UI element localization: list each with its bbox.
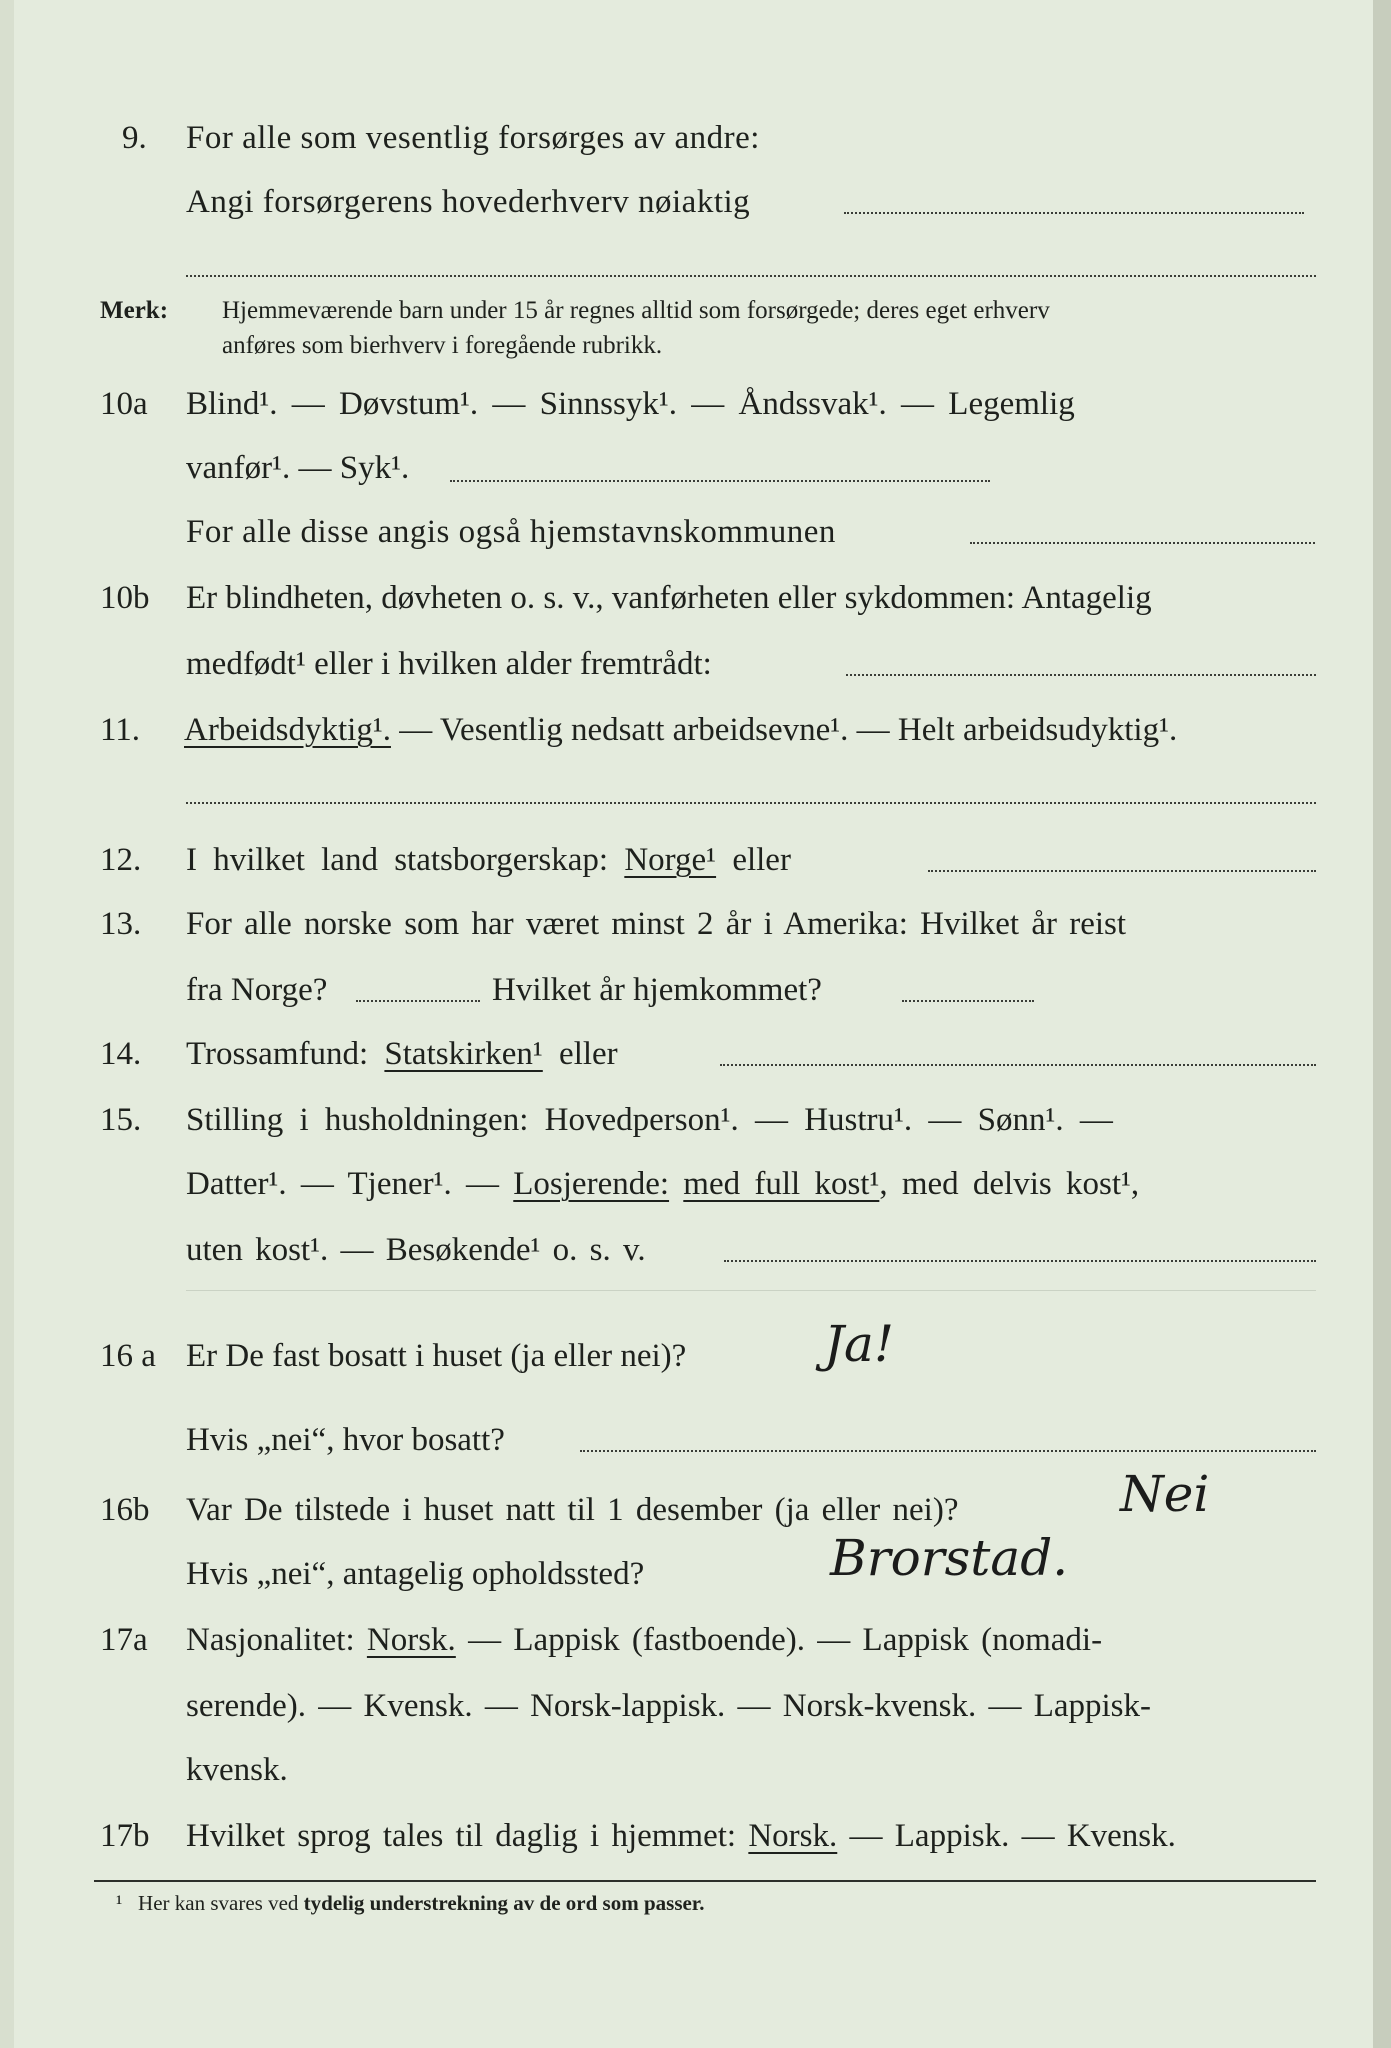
q16b-number: 16b bbox=[100, 1492, 150, 1528]
q17b-number: 17b bbox=[100, 1818, 150, 1854]
q15-number: 15. bbox=[100, 1102, 142, 1138]
q14-answer-line[interactable] bbox=[720, 1064, 1316, 1066]
q9-line1: For alle som vesentlig forsørges av andre: bbox=[186, 120, 760, 156]
footnote-mark: ¹ bbox=[116, 1891, 123, 1915]
q15-delvis-kost: , med delvis kost¹, bbox=[879, 1166, 1140, 1202]
q13-reist-line[interactable] bbox=[356, 1000, 480, 1002]
footnote bbox=[116, 1890, 704, 1916]
q16a-number: 16 a bbox=[100, 1338, 156, 1374]
q10b-answer-line[interactable] bbox=[846, 674, 1316, 676]
q13-hjemkommet-line[interactable] bbox=[902, 1000, 1034, 1002]
q15-line2 bbox=[186, 1164, 1139, 1204]
q10b-number: 10b bbox=[100, 580, 150, 616]
q17a-opt-norsk[interactable]: Norsk. bbox=[366, 1622, 456, 1658]
q17b-line bbox=[186, 1816, 1176, 1856]
q15-opt-full-kost[interactable]: med full kost¹ bbox=[683, 1166, 880, 1202]
q14-number: 14. bbox=[100, 1036, 142, 1072]
section-divider bbox=[186, 1290, 1316, 1291]
q9-number: 9. bbox=[122, 120, 147, 156]
q15-answer-line[interactable] bbox=[724, 1260, 1316, 1262]
q14-line bbox=[186, 1034, 618, 1074]
q10b-line2: medfødt¹ eller i hvilken alder fremtrådt: bbox=[186, 646, 712, 682]
merk-line1: Hjemmeværende barn under 15 år regnes alltid som forsørgede; deres eget erhverv bbox=[222, 297, 1050, 324]
q12-answer-line[interactable] bbox=[928, 870, 1316, 872]
page-edge-right bbox=[1373, 0, 1391, 2048]
q9-line2: Angi forsørgerens hovederhverv nøiaktig bbox=[186, 184, 751, 220]
q10a-kommune-line[interactable] bbox=[970, 542, 1315, 544]
q10a-line1: Blind¹. — Døvstum¹. — Sinnssyk¹. — Åndssvak¹. — Legemlig bbox=[186, 386, 1075, 422]
q16a-bosatt-line[interactable] bbox=[580, 1450, 1316, 1452]
footnote-rule bbox=[94, 1880, 1316, 1882]
q10a-line2: vanfør¹. — Syk¹. bbox=[186, 450, 410, 486]
q11-answer-line[interactable] bbox=[186, 802, 1316, 804]
q17a-line1 bbox=[186, 1620, 1102, 1660]
q12-line bbox=[186, 840, 791, 880]
q10a-line3: For alle disse angis også hjemstavnskommunen bbox=[186, 514, 836, 550]
q13-line2a: fra Norge? bbox=[186, 972, 328, 1008]
q16b-opholdssted-handwritten[interactable]: Brorstad. bbox=[830, 1529, 1069, 1587]
q16b-answer-handwritten[interactable]: Nei bbox=[1120, 1465, 1210, 1523]
q16a-line1: Er De fast bosatt i huset (ja eller nei)? bbox=[186, 1338, 687, 1374]
q10b-line1: Er blindheten, døvheten o. s. v., vanførheten eller sykdommen: Antagelig bbox=[186, 580, 1152, 616]
q13-line1: For alle norske som har været minst 2 år i Amerika: Hvilket år reist bbox=[186, 906, 1127, 942]
q17b-options: — Lappisk. — Kvensk. bbox=[849, 1818, 1176, 1854]
q17b-question: Hvilket sprog tales til daglig i hjemmet: bbox=[186, 1818, 737, 1854]
q15-line1: Stilling i husholdningen: Hovedperson¹. — Hustru¹. — Sønn¹. — bbox=[186, 1102, 1113, 1138]
q13-line2b: Hvilket år hjemkommet? bbox=[492, 972, 822, 1008]
q15-opt-losjerende[interactable]: Losjerende: bbox=[513, 1166, 670, 1202]
q17a-line3: kvensk. bbox=[186, 1752, 288, 1788]
q11-rest: — Vesentlig nedsatt arbeidsevne¹. — Helt arbeidsudyktig¹. bbox=[399, 712, 1178, 748]
page-edge-left bbox=[0, 0, 14, 2048]
q13-number: 13. bbox=[100, 906, 142, 942]
q14-question: Trossamfund: bbox=[186, 1036, 369, 1072]
merk-label: Merk: bbox=[100, 297, 169, 324]
q16b-line1: Var De tilstede i huset natt til 1 desember (ja eller nei)? bbox=[186, 1492, 959, 1528]
footnote-emphasis: tydelig understrekning av de ord som passer. bbox=[303, 1891, 705, 1915]
q15-line3: uten kost¹. — Besøkende¹ o. s. v. bbox=[186, 1232, 646, 1268]
q11-opt-arbeidsdyktig[interactable]: Arbeidsdyktig¹. bbox=[184, 712, 391, 748]
merk-line2: anføres som bierhverv i foregående rubrikk. bbox=[222, 332, 663, 359]
q15-datter-tjener: Datter¹. — Tjener¹. — bbox=[186, 1166, 500, 1202]
q14-eller: eller bbox=[559, 1036, 618, 1072]
q16a-line2: Hvis „nei“, hvor bosatt? bbox=[186, 1422, 505, 1458]
q14-opt-statskirken[interactable]: Statskirken¹ bbox=[384, 1036, 543, 1072]
q11-number: 11. bbox=[100, 712, 141, 748]
q10a-answer-line[interactable] bbox=[450, 480, 990, 482]
q17a-number: 17a bbox=[100, 1622, 148, 1658]
q12-opt-norge[interactable]: Norge¹ bbox=[624, 842, 717, 878]
q10a-number: 10a bbox=[100, 386, 148, 422]
q9-answer-line-2[interactable] bbox=[186, 275, 1316, 277]
q16a-answer-handwritten[interactable]: Ja! bbox=[824, 1315, 894, 1373]
q17a-nasjonalitet: Nasjonalitet: bbox=[186, 1622, 355, 1658]
q11-line bbox=[184, 710, 1177, 750]
q17b-opt-norsk[interactable]: Norsk. bbox=[748, 1818, 838, 1854]
q17a-options: — Lappisk (fastboende). — Lappisk (nomadi- bbox=[468, 1622, 1103, 1658]
q12-eller: eller bbox=[732, 842, 791, 878]
q12-question: I hvilket land statsborgerskap: bbox=[186, 842, 609, 878]
q12-number: 12. bbox=[100, 842, 142, 878]
q17a-line2: serende). — Kvensk. — Norsk-lappisk. — Norsk-kvensk. — Lappisk- bbox=[186, 1688, 1152, 1724]
footnote-text: Her kan svares ved bbox=[138, 1891, 299, 1915]
q9-answer-line[interactable] bbox=[844, 212, 1304, 214]
q16b-line2: Hvis „nei“, antagelig opholdssted? bbox=[186, 1556, 645, 1592]
